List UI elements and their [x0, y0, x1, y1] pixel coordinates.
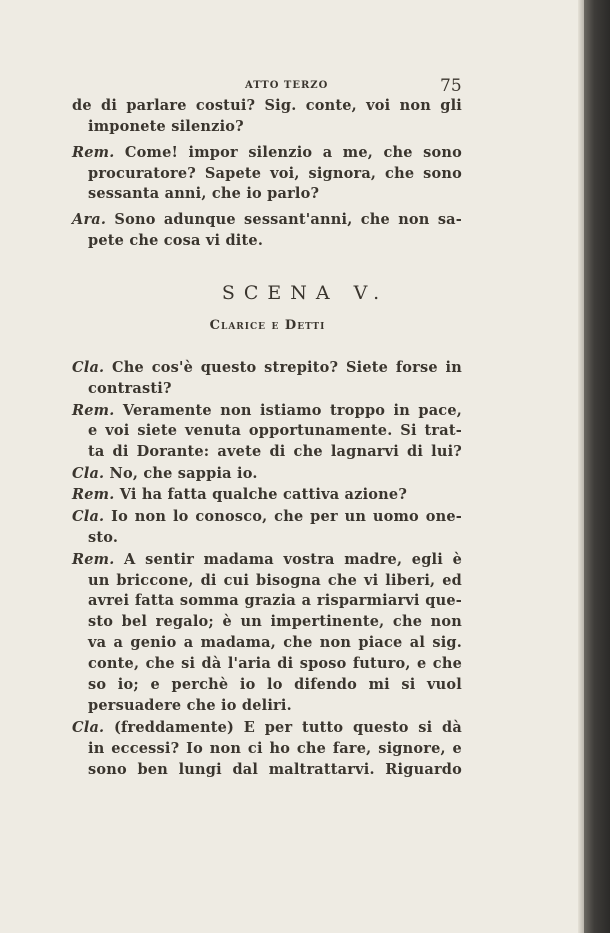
scene-persons: Clarice e Detti	[209, 318, 326, 333]
line-text: contrasti?	[88, 380, 172, 397]
line-text: de di parlare costui? Sig. conte, voi non gli	[72, 97, 462, 114]
line-text: Che cos'è questo strepito? Siete forse in	[104, 359, 462, 376]
line-text: un briccone, di cui bisogna che vi liberi, ed	[88, 572, 462, 589]
line-text: ta di Dorante: avete di che lagnarvi di lui?	[88, 443, 462, 460]
text-line	[88, 184, 462, 204]
line-text: sto.	[88, 529, 119, 546]
text-line	[88, 760, 462, 780]
line-text: va a genio a madama, che non piace al sig.	[88, 634, 462, 651]
line-text: Io non lo conosco, che per un uomo one-	[104, 508, 462, 525]
text-line	[88, 164, 462, 184]
line-text: sto bel regalo; è un impertinente, che non	[88, 613, 462, 630]
text-line	[88, 739, 462, 759]
text-line	[88, 117, 462, 137]
text-line	[72, 550, 462, 570]
line-text: No, che sappia io.	[104, 465, 258, 482]
text-line	[88, 442, 462, 462]
line-text: Veramente non istiamo troppo in pace,	[114, 402, 462, 419]
running-title: ATTO TERZO	[245, 80, 329, 91]
line-text: sono ben lungi dal maltrattarvi. Riguardo	[88, 761, 462, 778]
line-text: Vi ha fatta qualche cattiva azione?	[114, 486, 408, 503]
text-line	[72, 485, 462, 505]
speaker-label: Rem.	[72, 486, 115, 503]
text-line	[72, 96, 462, 116]
page-number: 75	[440, 76, 462, 96]
line-text: procuratore? Sapete voi, signora, che sono	[88, 165, 462, 182]
text-line	[72, 210, 462, 230]
text-line	[88, 571, 462, 591]
text-line	[88, 633, 462, 653]
line-text: imponete silenzio?	[88, 118, 244, 135]
line-text: Come! impor silenzio a me, che sono	[114, 144, 462, 161]
speaker-label: Cla.	[72, 359, 105, 376]
speaker-label: Cla.	[72, 465, 105, 482]
speaker-label: Rem.	[72, 402, 115, 419]
scene-title: SCENA V.	[221, 282, 389, 304]
line-text: e voi siete venuta opportunamente. Si trat-	[88, 422, 462, 439]
line-text: pete che cosa vi dite.	[88, 232, 264, 249]
text-line	[88, 591, 462, 611]
speaker-label: Ara.	[72, 211, 107, 228]
text-line	[72, 718, 462, 738]
text-line	[88, 421, 462, 441]
text-line	[88, 675, 462, 695]
line-text: A sentir madama vostra madre, egli è	[114, 551, 462, 568]
line-text: (freddamente) E per tutto questo si dà	[104, 719, 462, 736]
text-line	[72, 143, 462, 163]
text-line	[88, 528, 462, 548]
line-text: conte, che si dà l'aria di sposo futuro, e che	[88, 655, 462, 672]
line-text: sessanta anni, che io parlo?	[88, 185, 320, 202]
speaker-label: Cla.	[72, 719, 105, 736]
line-text: so io; e perchè io lo difendo mi si vuol	[88, 676, 462, 693]
speaker-label: Cla.	[72, 508, 105, 525]
book-edge	[584, 0, 610, 933]
text-line	[88, 696, 462, 716]
line-text: avrei fatta somma grazia a risparmiarvi que-	[88, 592, 462, 609]
text-line	[72, 401, 462, 421]
text-line	[88, 231, 462, 251]
line-text: in eccessi? Io non ci ho che fare, signore, e	[88, 740, 462, 757]
text-line	[72, 507, 462, 527]
text-line	[72, 358, 462, 378]
line-text: Sono adunque sessant'anni, che non sa-	[106, 211, 462, 228]
text-line	[88, 612, 462, 632]
speaker-label: Rem.	[72, 551, 115, 568]
line-text: persuadere che io deliri.	[88, 697, 292, 714]
text-line	[88, 379, 462, 399]
text-line	[88, 654, 462, 674]
speaker-label: Rem.	[72, 144, 115, 161]
text-line	[72, 464, 462, 484]
